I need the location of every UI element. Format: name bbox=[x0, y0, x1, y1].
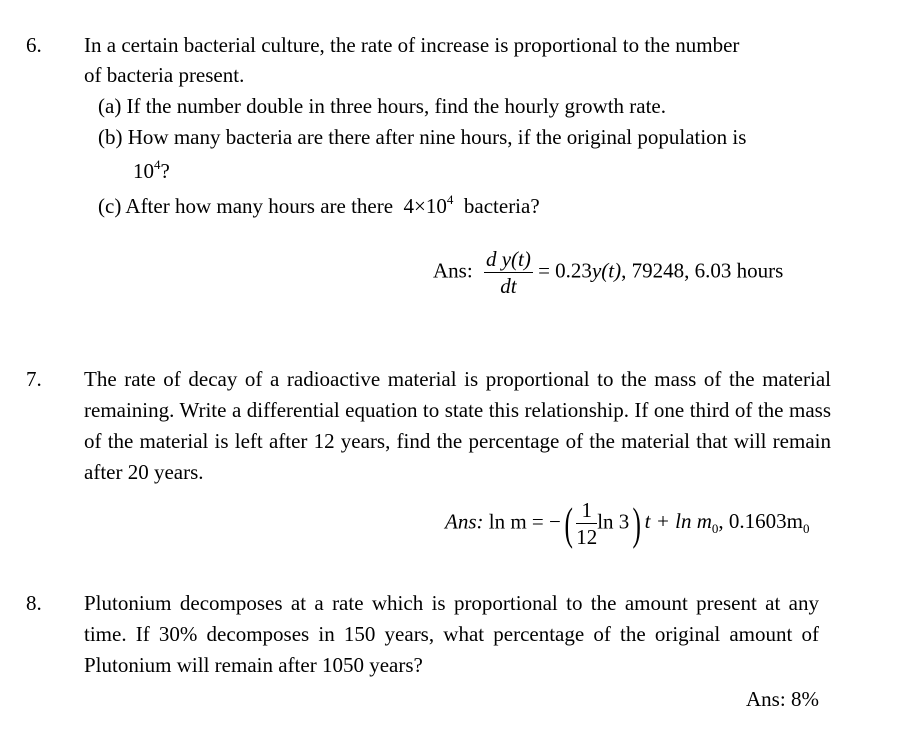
answer-label: Ans: bbox=[746, 687, 786, 711]
problem-number: 8. bbox=[26, 591, 42, 615]
fraction-one-twelfth: $\frac{1}{12}$ bbox=[576, 498, 598, 549]
answer-rhs: = 0.23 bbox=[538, 258, 592, 283]
answer-label: Ans: bbox=[433, 258, 473, 283]
answer-lhs: ln m = − bbox=[488, 509, 561, 534]
derivative-fraction: $\frac{\text{d y(t)}}{dt}$ bbox=[485, 247, 531, 298]
answer-7: Ans: ln m = −( $\frac{1}{12}$ ln 3) $t + \ln m_0$, $0.1603m_0$ bbox=[445, 497, 810, 549]
part-b-continuation: $10^4$? bbox=[133, 157, 170, 183]
problem-number: 7. bbox=[26, 367, 42, 391]
part-c-text: (c) After how many hours are there $4\times 10^4$ bacteria? bbox=[98, 192, 540, 218]
problem-text-line: In a certain bacterial culture, the rate of increase is proportional to the number bbox=[84, 33, 740, 57]
part-b-text: (b) How many bacteria are there after nine hours, if the original population is bbox=[98, 125, 747, 149]
answer-6: Ans: $\frac{\text{d y(t)}}{dt}$ = 0.23y(t), 79248, 6.03 hours bbox=[433, 247, 784, 298]
answer-8 bbox=[746, 684, 819, 715]
part-a-text: (a) If the number double in three hours, find the hourly growth rate. bbox=[98, 94, 666, 118]
answer-label: Ans: bbox=[445, 509, 484, 534]
problem-text-line: of bacteria present. bbox=[84, 63, 245, 87]
problem-text: Plutonium decomposes at a rate which is proportional to the amount present at any time. If 30% decomposes in 150 years, what percentage of the original amount of Plutonium will remain after 1050 years? bbox=[84, 591, 819, 677]
answer-rest: $t + \ln m_0$ bbox=[644, 509, 719, 537]
problem-number: 6. bbox=[26, 33, 42, 57]
answer-values: , 79248, 6.03 hours bbox=[621, 258, 784, 283]
problem-text: The rate of decay of a radioactive material is proportional to the mass of the material remaining. Write a differential equation to state this relationship. If one third of the mass of the material is left after 12 years, find the percentage of the material that will remain after 20 years. bbox=[84, 367, 831, 484]
answer-value: , $0.1603m_0$ bbox=[718, 509, 810, 537]
answer-value: 8% bbox=[790, 687, 819, 711]
